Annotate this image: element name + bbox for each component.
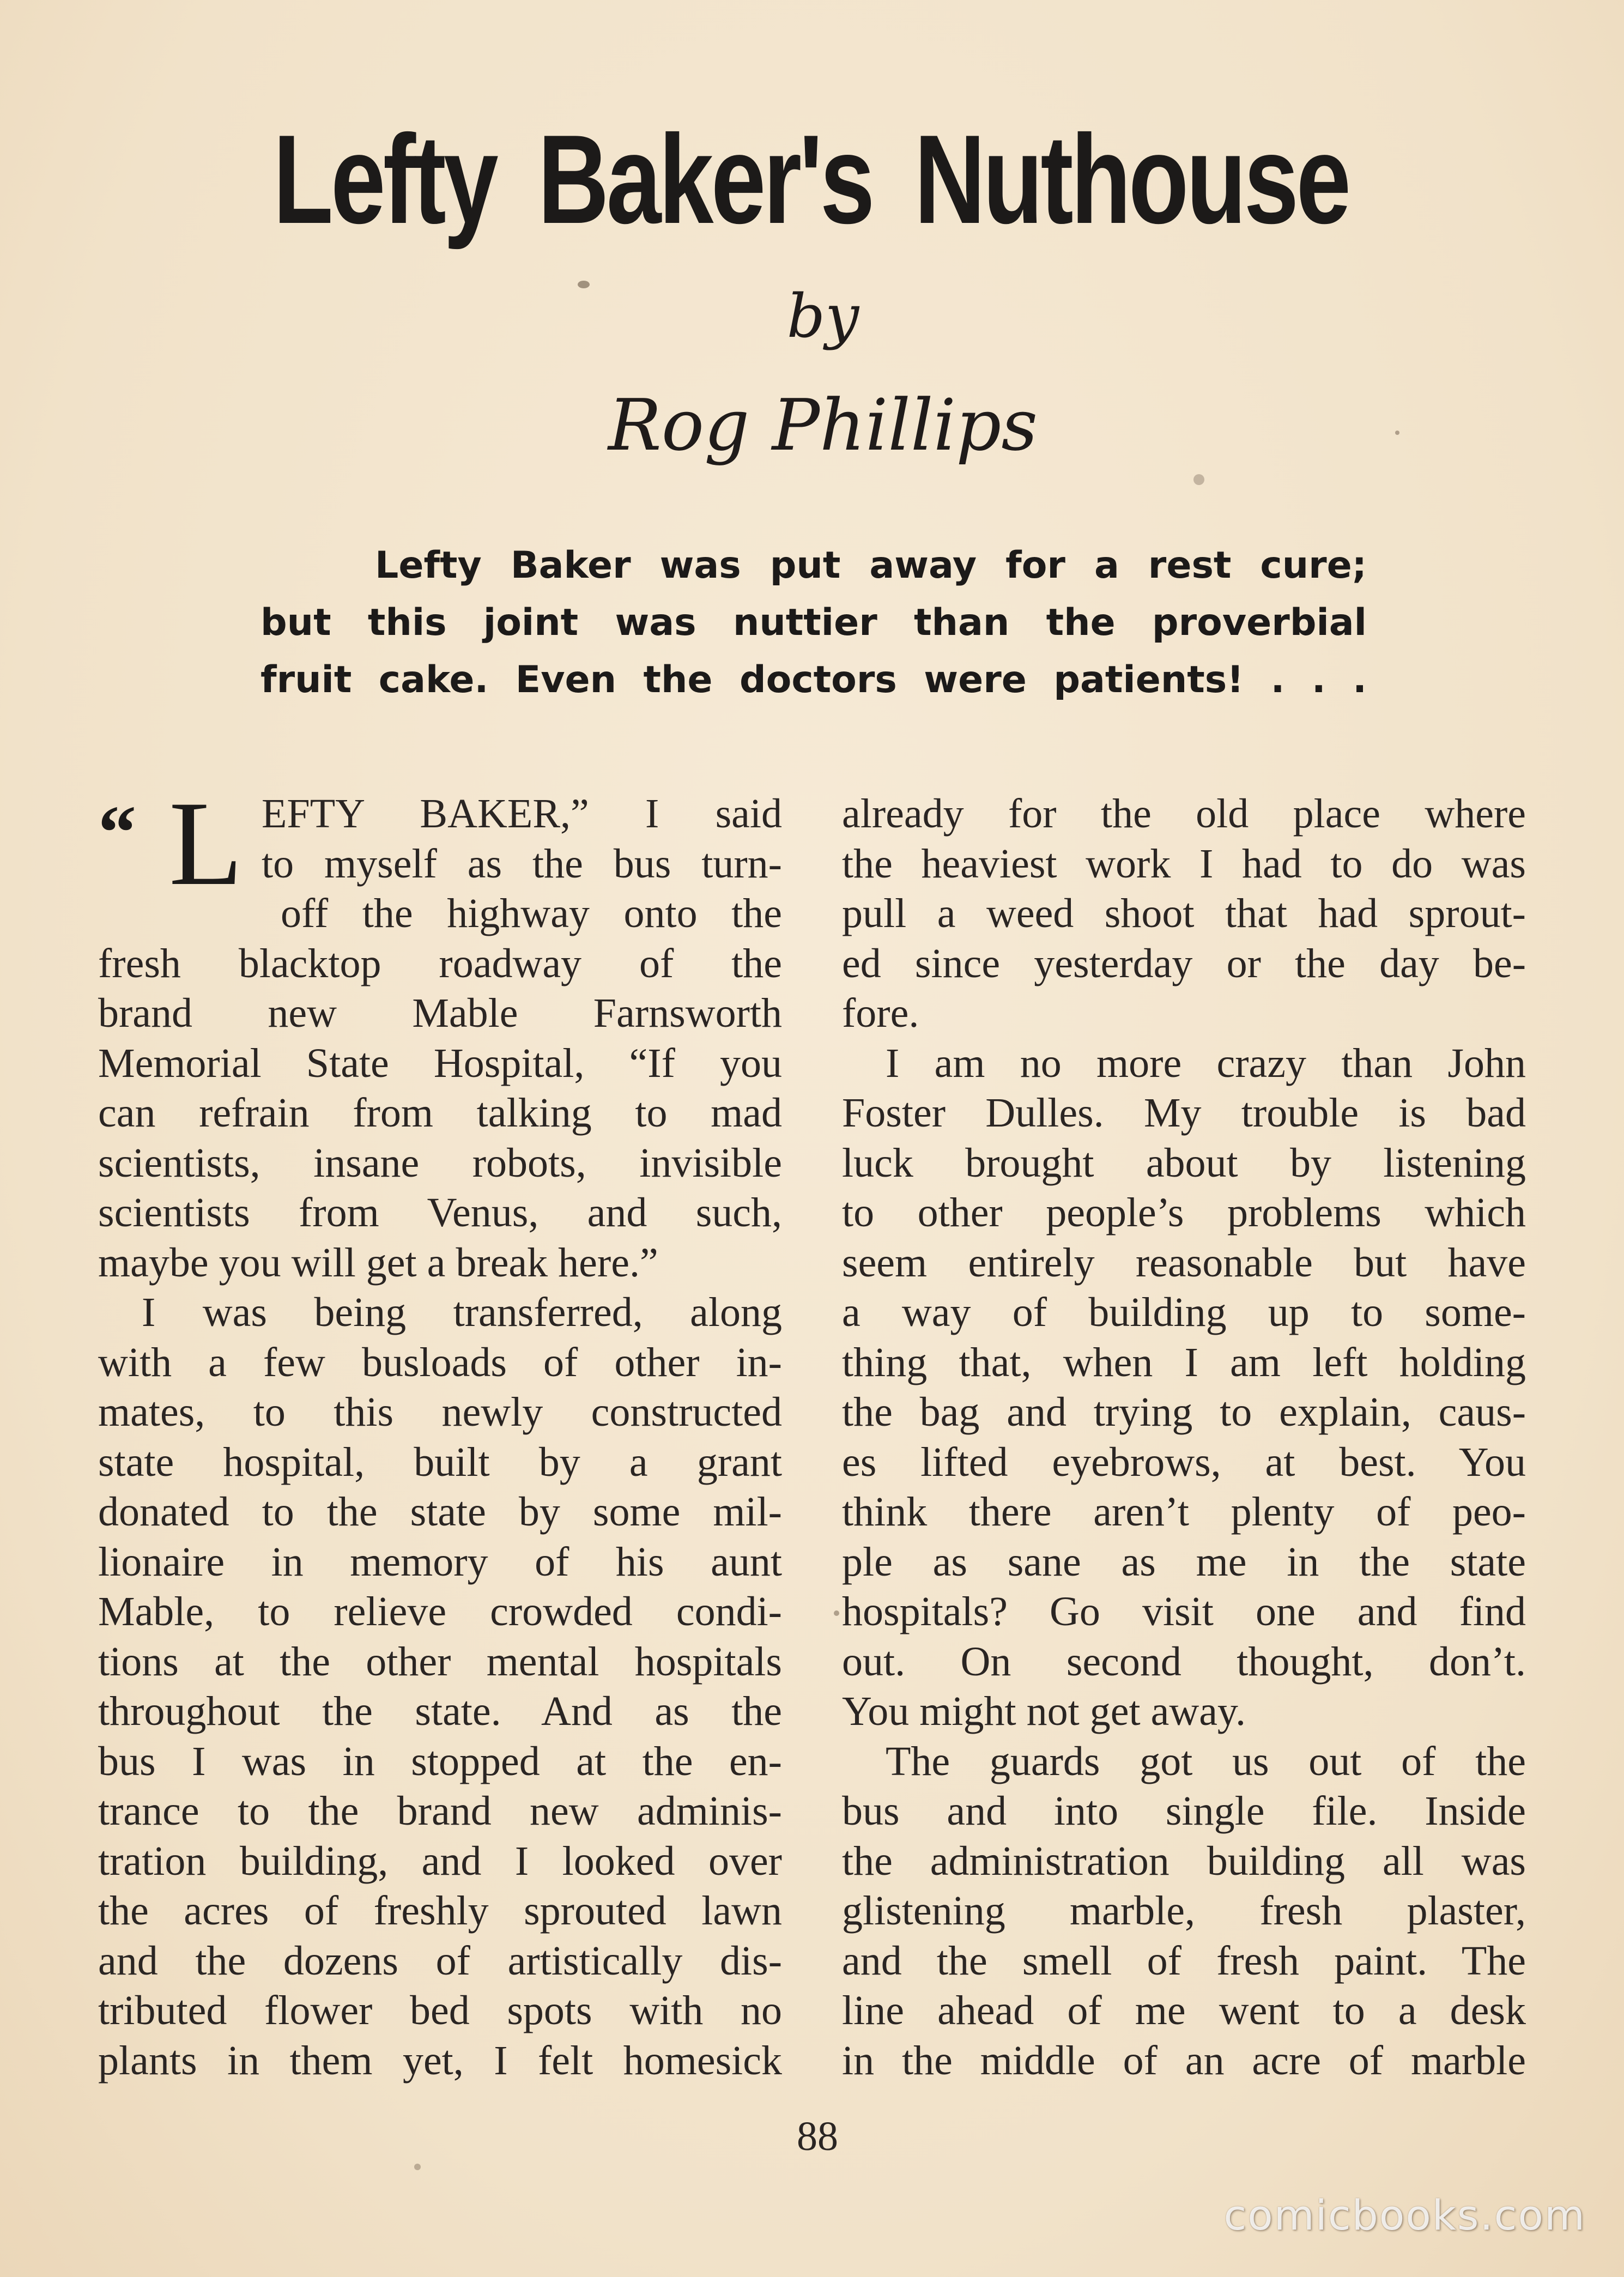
text-line: bus I was in stopped at the en- (98, 1738, 782, 1784)
text-line: bus and into single file. Inside (842, 1788, 1526, 1834)
text-line: es lifted eyebrows, at best. You (842, 1439, 1526, 1485)
text-line: trance to the brand new adminis- (98, 1788, 782, 1834)
text-line: fore. (842, 990, 919, 1036)
text-line: brand new Mable Farnsworth (98, 990, 782, 1036)
text-line: I am no more crazy than John (886, 1040, 1526, 1086)
text-line: line ahead of me went to a desk (842, 1988, 1526, 2033)
text-line: The guards got us out of the (886, 1738, 1526, 1784)
text-line: scientists from Venus, and such, (98, 1190, 782, 1236)
left-column (98, 777, 782, 2086)
byline-by: by (786, 281, 859, 351)
text-line: can refrain from talking to mad (98, 1090, 782, 1136)
text-line: Memorial State Hospital, “If you (98, 1040, 782, 1086)
text-line: plants in them yet, I felt homesick (98, 2037, 782, 2084)
text-line: think there aren’t plenty of peo- (842, 1489, 1526, 1535)
drop-cap-quote: “ (98, 790, 136, 875)
text-line: glistening marble, fresh plaster, (842, 1888, 1526, 1934)
text-line: state hospital, built by a grant (98, 1439, 782, 1485)
text-line: a way of building up to some- (842, 1289, 1526, 1335)
text-line: I was being transferred, along (142, 1289, 782, 1335)
story-title: Lefty Baker's Nuthouse (273, 109, 1349, 250)
text-line: fresh blacktop roadway of the (98, 940, 782, 986)
paper-speck (1395, 431, 1399, 435)
text-line: lionaire in memory of his aunt (98, 1539, 782, 1585)
text-line: already for the old place where (842, 791, 1526, 837)
text-line: Mable, to relieve crowded condi- (98, 1589, 782, 1634)
text-line: scientists, insane robots, invisible (98, 1140, 782, 1186)
text-line: mates, to this newly constructed (98, 1389, 782, 1435)
text-line: You might not get away. (842, 1688, 1246, 1734)
text-line: hospitals? Go visit one and find (842, 1589, 1526, 1634)
text-line: luck brought about by listening (842, 1140, 1526, 1186)
text-line: in the middle of an acre of marble (842, 2037, 1526, 2084)
site-watermark: comicbooks.com (1223, 2191, 1586, 2239)
text-line: tions at the other mental hospitals (98, 1638, 782, 1685)
right-column (842, 789, 1526, 2086)
text-line: with a few busloads of other in- (98, 1339, 782, 1385)
drop-cap-letter: L (169, 777, 243, 911)
blurb-line: fruit cake. Even the doctors were patients! . . . (260, 658, 1367, 701)
paper-speck (1193, 474, 1204, 485)
text-line: to other people’s problems which (842, 1190, 1526, 1236)
byline-author: Rog Phillips (608, 384, 1038, 467)
text-line: thing that, when I am left holding (842, 1339, 1526, 1385)
text-line: ed since yesterday or the day be- (842, 940, 1526, 986)
text-line: to myself as the bus turn- (262, 840, 782, 887)
text-line: and the dozens of artistically dis- (98, 1937, 782, 1984)
text-line: tration building, and I looked over (98, 1838, 782, 1884)
blurb-line: Lefty Baker was put away for a rest cure; (375, 544, 1367, 587)
blurb-line: but this joint was nuttier than the proverbial (260, 601, 1367, 644)
story-blurb (260, 537, 1367, 708)
text-line: pull a weed shoot that had sprout- (842, 891, 1526, 936)
text-line: the acres of freshly sprouted lawn (98, 1888, 782, 1934)
paper-speck (834, 1610, 839, 1616)
text-line: the heaviest work I had to do was (842, 840, 1526, 887)
text-line: EFTY BAKER,” I said (262, 791, 782, 837)
text-line: ple as sane as me in the state (842, 1539, 1526, 1585)
text-line: out. On second thought, don’t. (842, 1638, 1526, 1685)
text-line: off the highway onto the (281, 891, 782, 936)
text-line: and the smell of fresh paint. The (842, 1937, 1526, 1984)
paper-speck (578, 281, 590, 288)
text-line: the bag and trying to explain, caus- (842, 1389, 1526, 1435)
text-line: the administration building all was (842, 1838, 1526, 1884)
text-line: throughout the state. And as the (98, 1688, 782, 1734)
text-line: maybe you will get a break here.” (98, 1239, 658, 1286)
text-line: seem entirely reasonable but have (842, 1239, 1526, 1286)
paper-speck (414, 2164, 421, 2170)
text-line: tributed flower bed spots with no (98, 1988, 782, 2033)
text-line: Foster Dulles. My trouble is bad (842, 1090, 1526, 1136)
page-number: 88 (797, 2114, 838, 2159)
text-line: donated to the state by some mil- (98, 1489, 782, 1535)
